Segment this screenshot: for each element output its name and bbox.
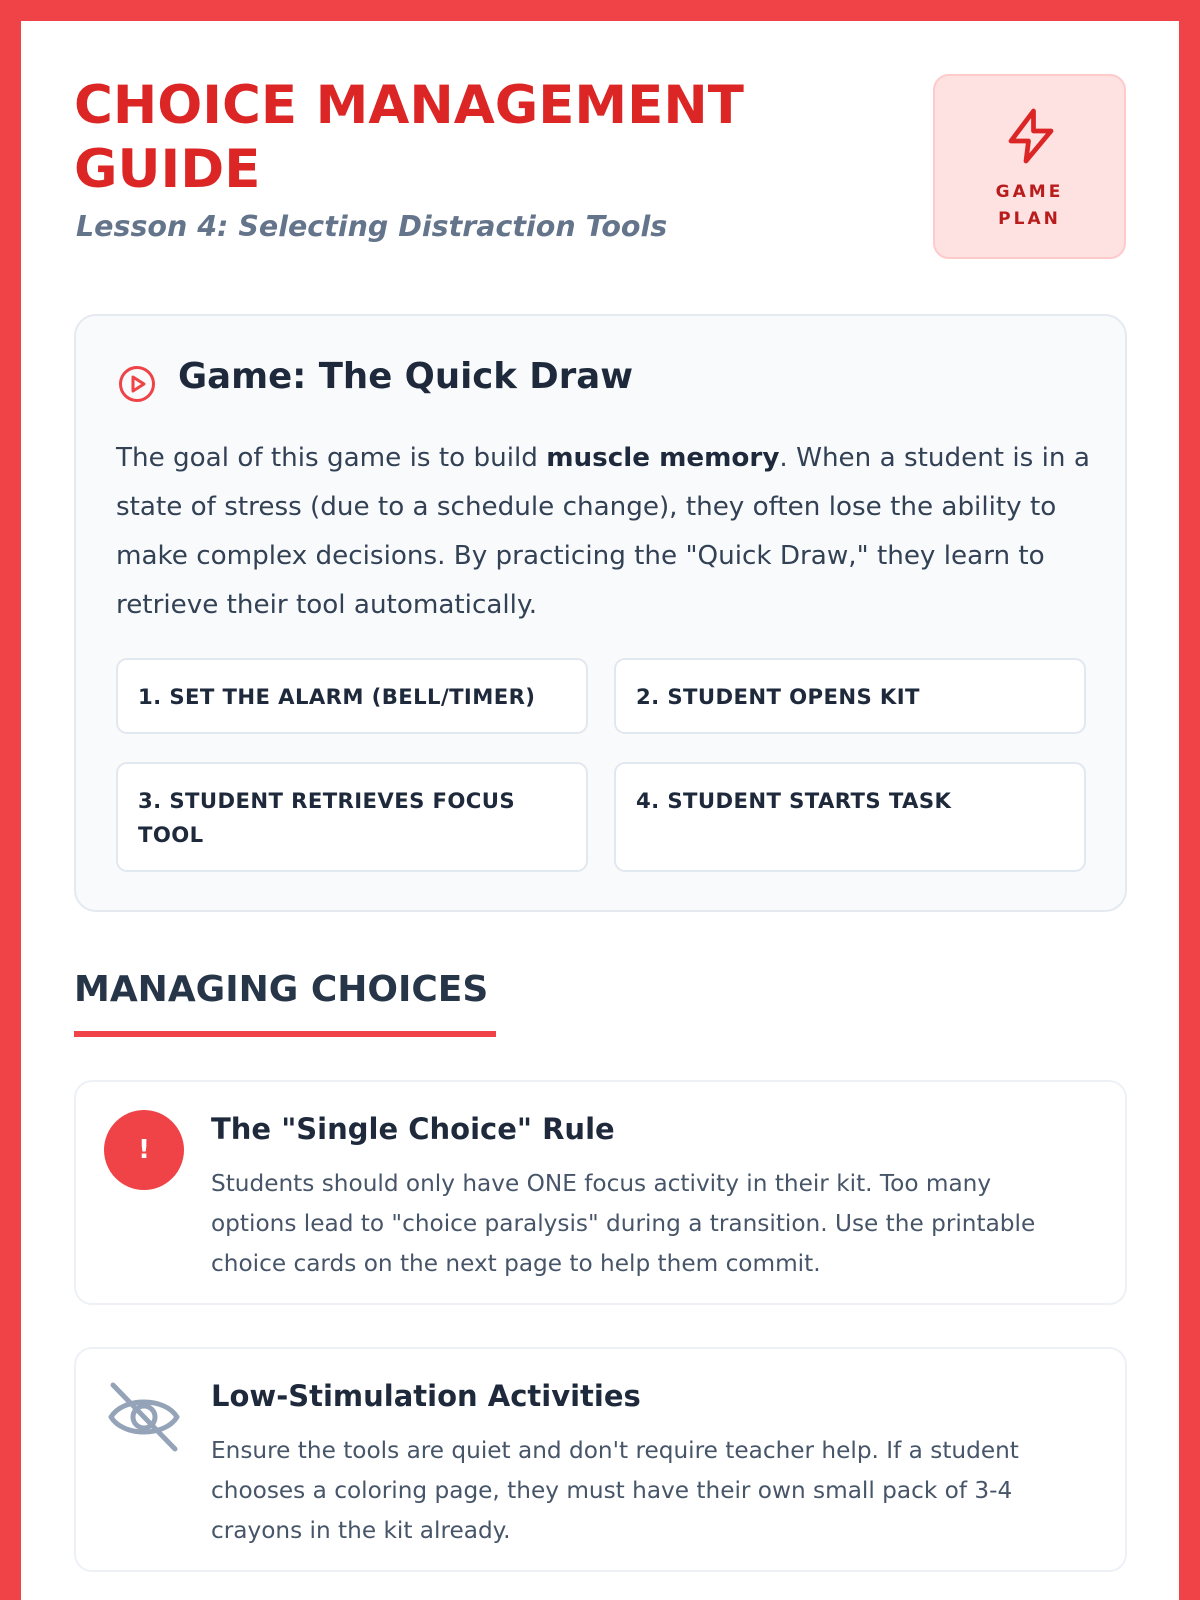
section-underline — [74, 1031, 496, 1037]
section-heading: MANAGING CHOICES — [74, 969, 489, 1010]
game-plan-badge — [933, 74, 1126, 259]
game-card — [74, 314, 1127, 912]
low-stimulation-title: Low-Stimulation Activities — [211, 1379, 641, 1413]
badge-label-line1: GAME — [995, 182, 1064, 202]
step-4: 4. STUDENT STARTS TASK — [614, 762, 1086, 872]
eye-off-icon — [105, 1379, 183, 1455]
step-2: 2. STUDENT OPENS KIT — [614, 658, 1086, 734]
low-stimulation-card — [74, 1347, 1127, 1572]
single-choice-text: Students should only have ONE focus activity in their kit. Too many options lead to "choice paralysis" during a transition. Use the printable choice cards on the next page to help them commit. — [211, 1170, 1036, 1277]
low-stimulation-text: Ensure the tools are quiet and don't require teacher help. If a student chooses a coloring page, they must have their own small pack of 3-4 crayons in the kit already. — [211, 1437, 1019, 1544]
game-desc-start: The goal of this game is to build — [116, 443, 547, 473]
step-3: 3. STUDENT RETRIEVES FOCUS TOOL — [116, 762, 588, 872]
play-circle-icon — [117, 364, 157, 404]
single-choice-title: The "Single Choice" Rule — [211, 1112, 615, 1146]
game-title: Game: The Quick Draw — [178, 356, 633, 397]
step-1: 1. SET THE ALARM (BELL/TIMER) — [116, 658, 588, 734]
page-title: CHOICE MANAGEMENT GUIDE — [74, 75, 744, 200]
lightning-icon — [1001, 104, 1061, 168]
game-description — [116, 434, 1091, 630]
badge-label — [935, 179, 1124, 233]
badge-label-line2: PLAN — [998, 209, 1061, 229]
game-desc-emphasis: muscle memory — [546, 443, 780, 473]
alert-icon: ! — [104, 1110, 184, 1190]
single-choice-card — [74, 1080, 1127, 1305]
page-subtitle: Lesson 4: Selecting Distraction Tools — [76, 210, 668, 243]
game-desc-end: . When a student is in a state of stress (due to a schedule change), they often lose the ability to make complex decisions. By practicing the "Quick Draw," they learn to retrieve their tool automatically. — [116, 443, 1090, 620]
